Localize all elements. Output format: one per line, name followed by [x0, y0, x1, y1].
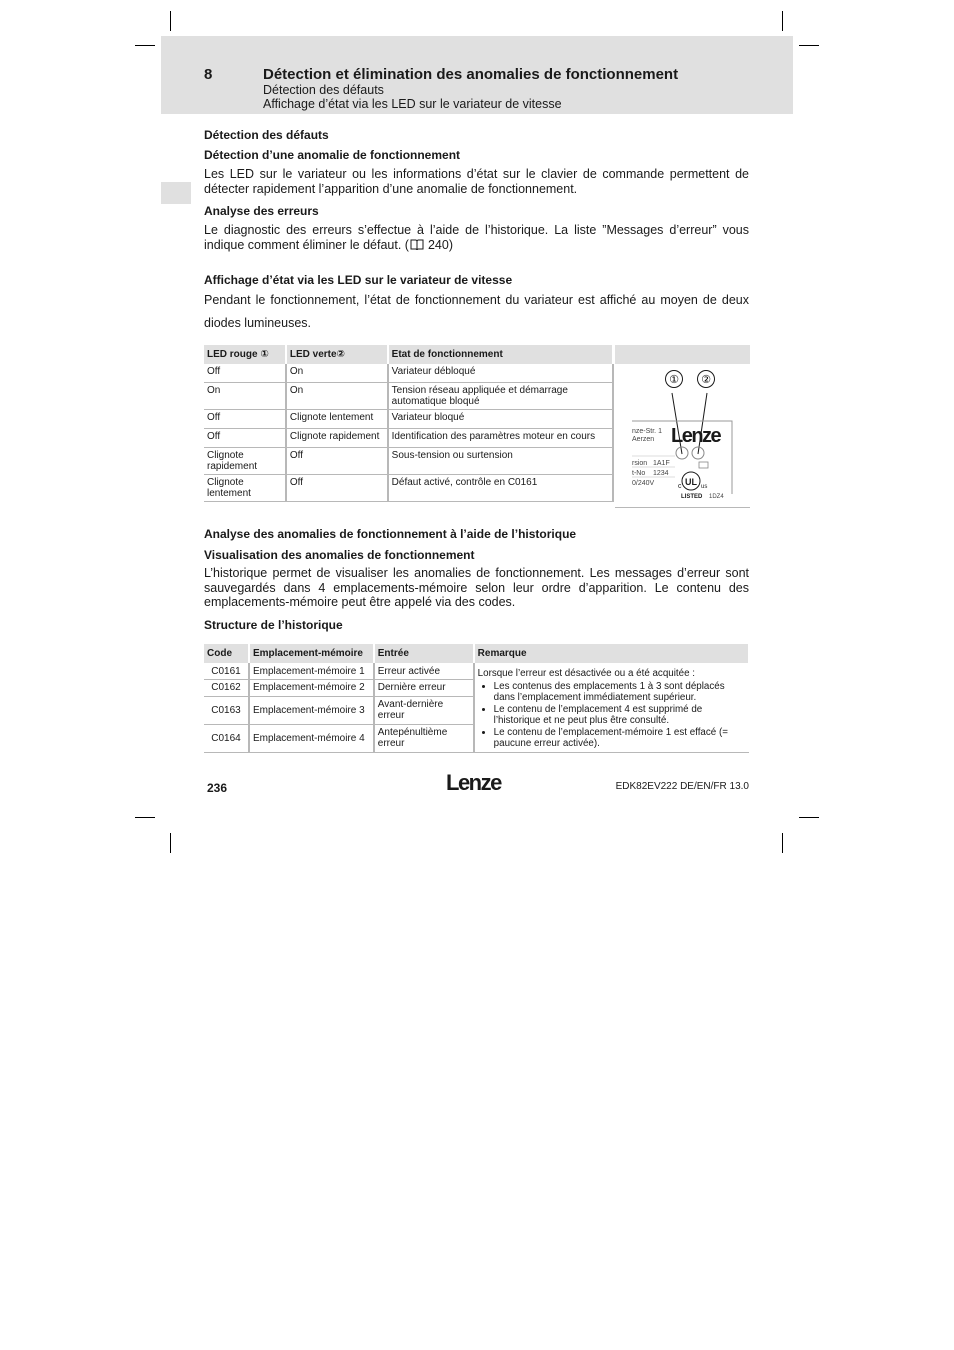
label-box-icon	[699, 462, 708, 468]
label-text: nze-Str. 1	[632, 428, 662, 435]
history-table	[204, 644, 750, 753]
label-text: t-No	[632, 470, 646, 477]
table-header: LED verte②	[286, 345, 388, 364]
table-cell: Variateur débloqué	[388, 364, 613, 383]
label-text: 0/240V	[632, 480, 655, 487]
table-row	[204, 448, 613, 475]
list-item: • Le contenu de l’emplacement-mémoire 1 est effacé (= paucune erreur activée).	[494, 727, 746, 749]
crop-mark	[170, 833, 171, 853]
callout-1-marker: ①	[669, 373, 679, 386]
chapter-subtitle: Affichage d’état via les LED sur le variateur de vitesse	[263, 97, 562, 111]
book-icon	[410, 239, 424, 250]
table-cell: Off	[204, 410, 286, 429]
list-item: • Le contenu de l’emplacement 4 est supprimé de l’historique et ne peut plus être consulté.	[494, 704, 746, 726]
label-text: 1A1F	[653, 460, 670, 467]
crop-mark	[170, 11, 171, 31]
table-cell: Dernière erreur	[374, 680, 474, 697]
table-cell: Variateur bloqué	[388, 410, 613, 429]
table-cell: Emplacement-mémoire 1	[249, 663, 374, 680]
crop-mark	[799, 817, 819, 818]
table-row	[204, 429, 613, 448]
page-number: 236	[207, 781, 228, 795]
sub-heading: Visualisation des anomalies de fonctionnement	[204, 548, 475, 562]
paragraph-text: Le diagnostic des erreurs s’effectue à l’aide de l’historique. La liste ”Messages d’erreur” vous indique comment éliminer le défaut. (	[204, 223, 749, 252]
sub-heading: Structure de l’historique	[204, 618, 343, 632]
code-cell: C0162	[204, 680, 249, 697]
table-cell: Clignote lentement	[286, 410, 388, 429]
section-heading: Analyse des anomalies de fonctionnement à l’aide de l’historique	[204, 527, 577, 541]
table-cell: Emplacement-mémoire 3	[249, 696, 374, 724]
remark-intro: Lorsque l’erreur est désactivée ou a été acquitée :	[477, 668, 695, 679]
crop-mark	[135, 817, 155, 818]
table-row	[204, 410, 613, 429]
paragraph: L’historique permet de visualiser les anomalies de fonctionnement. Les messages d’erreur sont sauvegardés dans 4 emplacements-mémoire selon leur ordre d’apparition. Le contenu des emplacements-mémoire peut être appelé via des codes.	[204, 566, 749, 609]
remark-list	[478, 681, 746, 749]
side-tab-marker	[161, 182, 191, 204]
table-cell: Avant-dernière erreur	[374, 696, 474, 724]
listed-text: LISTED	[681, 494, 703, 500]
led-status-table	[204, 345, 614, 502]
table-cell: Emplacement-mémoire 4	[249, 724, 374, 752]
table-cell: Défaut activé, contrôle en C0161	[388, 475, 613, 502]
table-cell: On	[286, 364, 388, 383]
label-text: 1234	[653, 470, 669, 477]
lenze-logo	[446, 772, 508, 796]
logo-text: Lenze	[446, 772, 501, 795]
section-heading: Détection des défauts	[204, 128, 329, 142]
table-row	[204, 663, 749, 680]
crop-mark	[799, 45, 819, 46]
label-text: Aerzen	[632, 436, 655, 443]
crop-mark	[782, 11, 783, 31]
ul-mark-text: UL	[685, 477, 697, 487]
document-id: EDK82EV222 DE/EN/FR 13.0	[615, 781, 749, 792]
section-heading: Affichage d’état via les LED sur le variateur de vitesse	[204, 273, 513, 287]
page-reference[interactable]: 240)	[427, 237, 453, 252]
table-cell: Off	[204, 364, 286, 383]
table-cell: Emplacement-mémoire 2	[249, 680, 374, 697]
table-row	[204, 364, 613, 383]
table-cell: On	[204, 383, 286, 410]
led-figure	[615, 345, 750, 508]
chapter-title: Détection et élimination des anomalies de fonctionnement	[263, 66, 679, 83]
callout-2-marker: ②	[701, 373, 711, 386]
table-cell: Erreur activée	[374, 663, 474, 680]
chapter-subtitle: Détection des défauts	[263, 83, 384, 97]
code-cell: C0161	[204, 663, 249, 680]
device-label-illustration	[615, 364, 750, 507]
code-cell: C0163	[204, 696, 249, 724]
table-cell: Antepénultième erreur	[374, 724, 474, 752]
table-header: Entrée	[374, 644, 474, 663]
table-cell: Sous-tension ou surtension	[388, 448, 613, 475]
table-cell: On	[286, 383, 388, 410]
table-header: LED rouge ①	[204, 345, 286, 364]
label-text: rsion	[632, 460, 648, 467]
ul-c-text: c	[678, 483, 682, 490]
table-cell: Tension réseau appliquée et démarrage automatique bloqué	[388, 383, 613, 410]
figure-header	[615, 345, 750, 364]
table-cell: Clignote rapidement	[286, 429, 388, 448]
lenze-logo: Lenze	[671, 425, 721, 447]
table-cell: Off	[286, 475, 388, 502]
table-cell: Clignote rapidement	[204, 448, 286, 475]
ul-us-text: us	[701, 484, 708, 490]
table-cell: Identification des paramètres moteur en cours	[388, 429, 613, 448]
chapter-header	[161, 36, 793, 114]
table-cell: Clignote lentement	[204, 475, 286, 502]
table-header: Code	[204, 644, 249, 663]
table-row	[204, 475, 613, 502]
sub-heading: Détection d’une anomalie de fonctionnement	[204, 148, 461, 162]
listed-code: 1DZ4	[709, 494, 724, 500]
table-header: Emplacement-mémoire	[249, 644, 374, 663]
remark-cell	[474, 663, 749, 753]
paragraph: Pendant le fonctionnement, l’état de fonctionnement du variateur est affiché au moyen de deux diodes lumineuses.	[204, 293, 749, 330]
table-cell: Off	[204, 429, 286, 448]
table-header: Etat de fonctionnement	[388, 345, 613, 364]
crop-mark	[135, 45, 155, 46]
chapter-number: 8	[204, 66, 213, 83]
sub-heading: Analyse des erreurs	[204, 204, 319, 218]
table-row	[204, 383, 613, 410]
crop-mark	[782, 833, 783, 853]
table-header: Remarque	[474, 644, 749, 663]
paragraph	[204, 223, 749, 252]
list-item: • Les contenus des emplacements 1 à 3 sont déplacés dans l’emplacement immédiatement supérieur.	[494, 681, 746, 703]
paragraph: Les LED sur le variateur ou les informations d’état sur le clavier de commande permettent de détecter rapidement l’apparition d’une anomalie de fonctionnement.	[204, 167, 749, 196]
code-cell: C0164	[204, 724, 249, 752]
table-cell: Off	[286, 448, 388, 475]
